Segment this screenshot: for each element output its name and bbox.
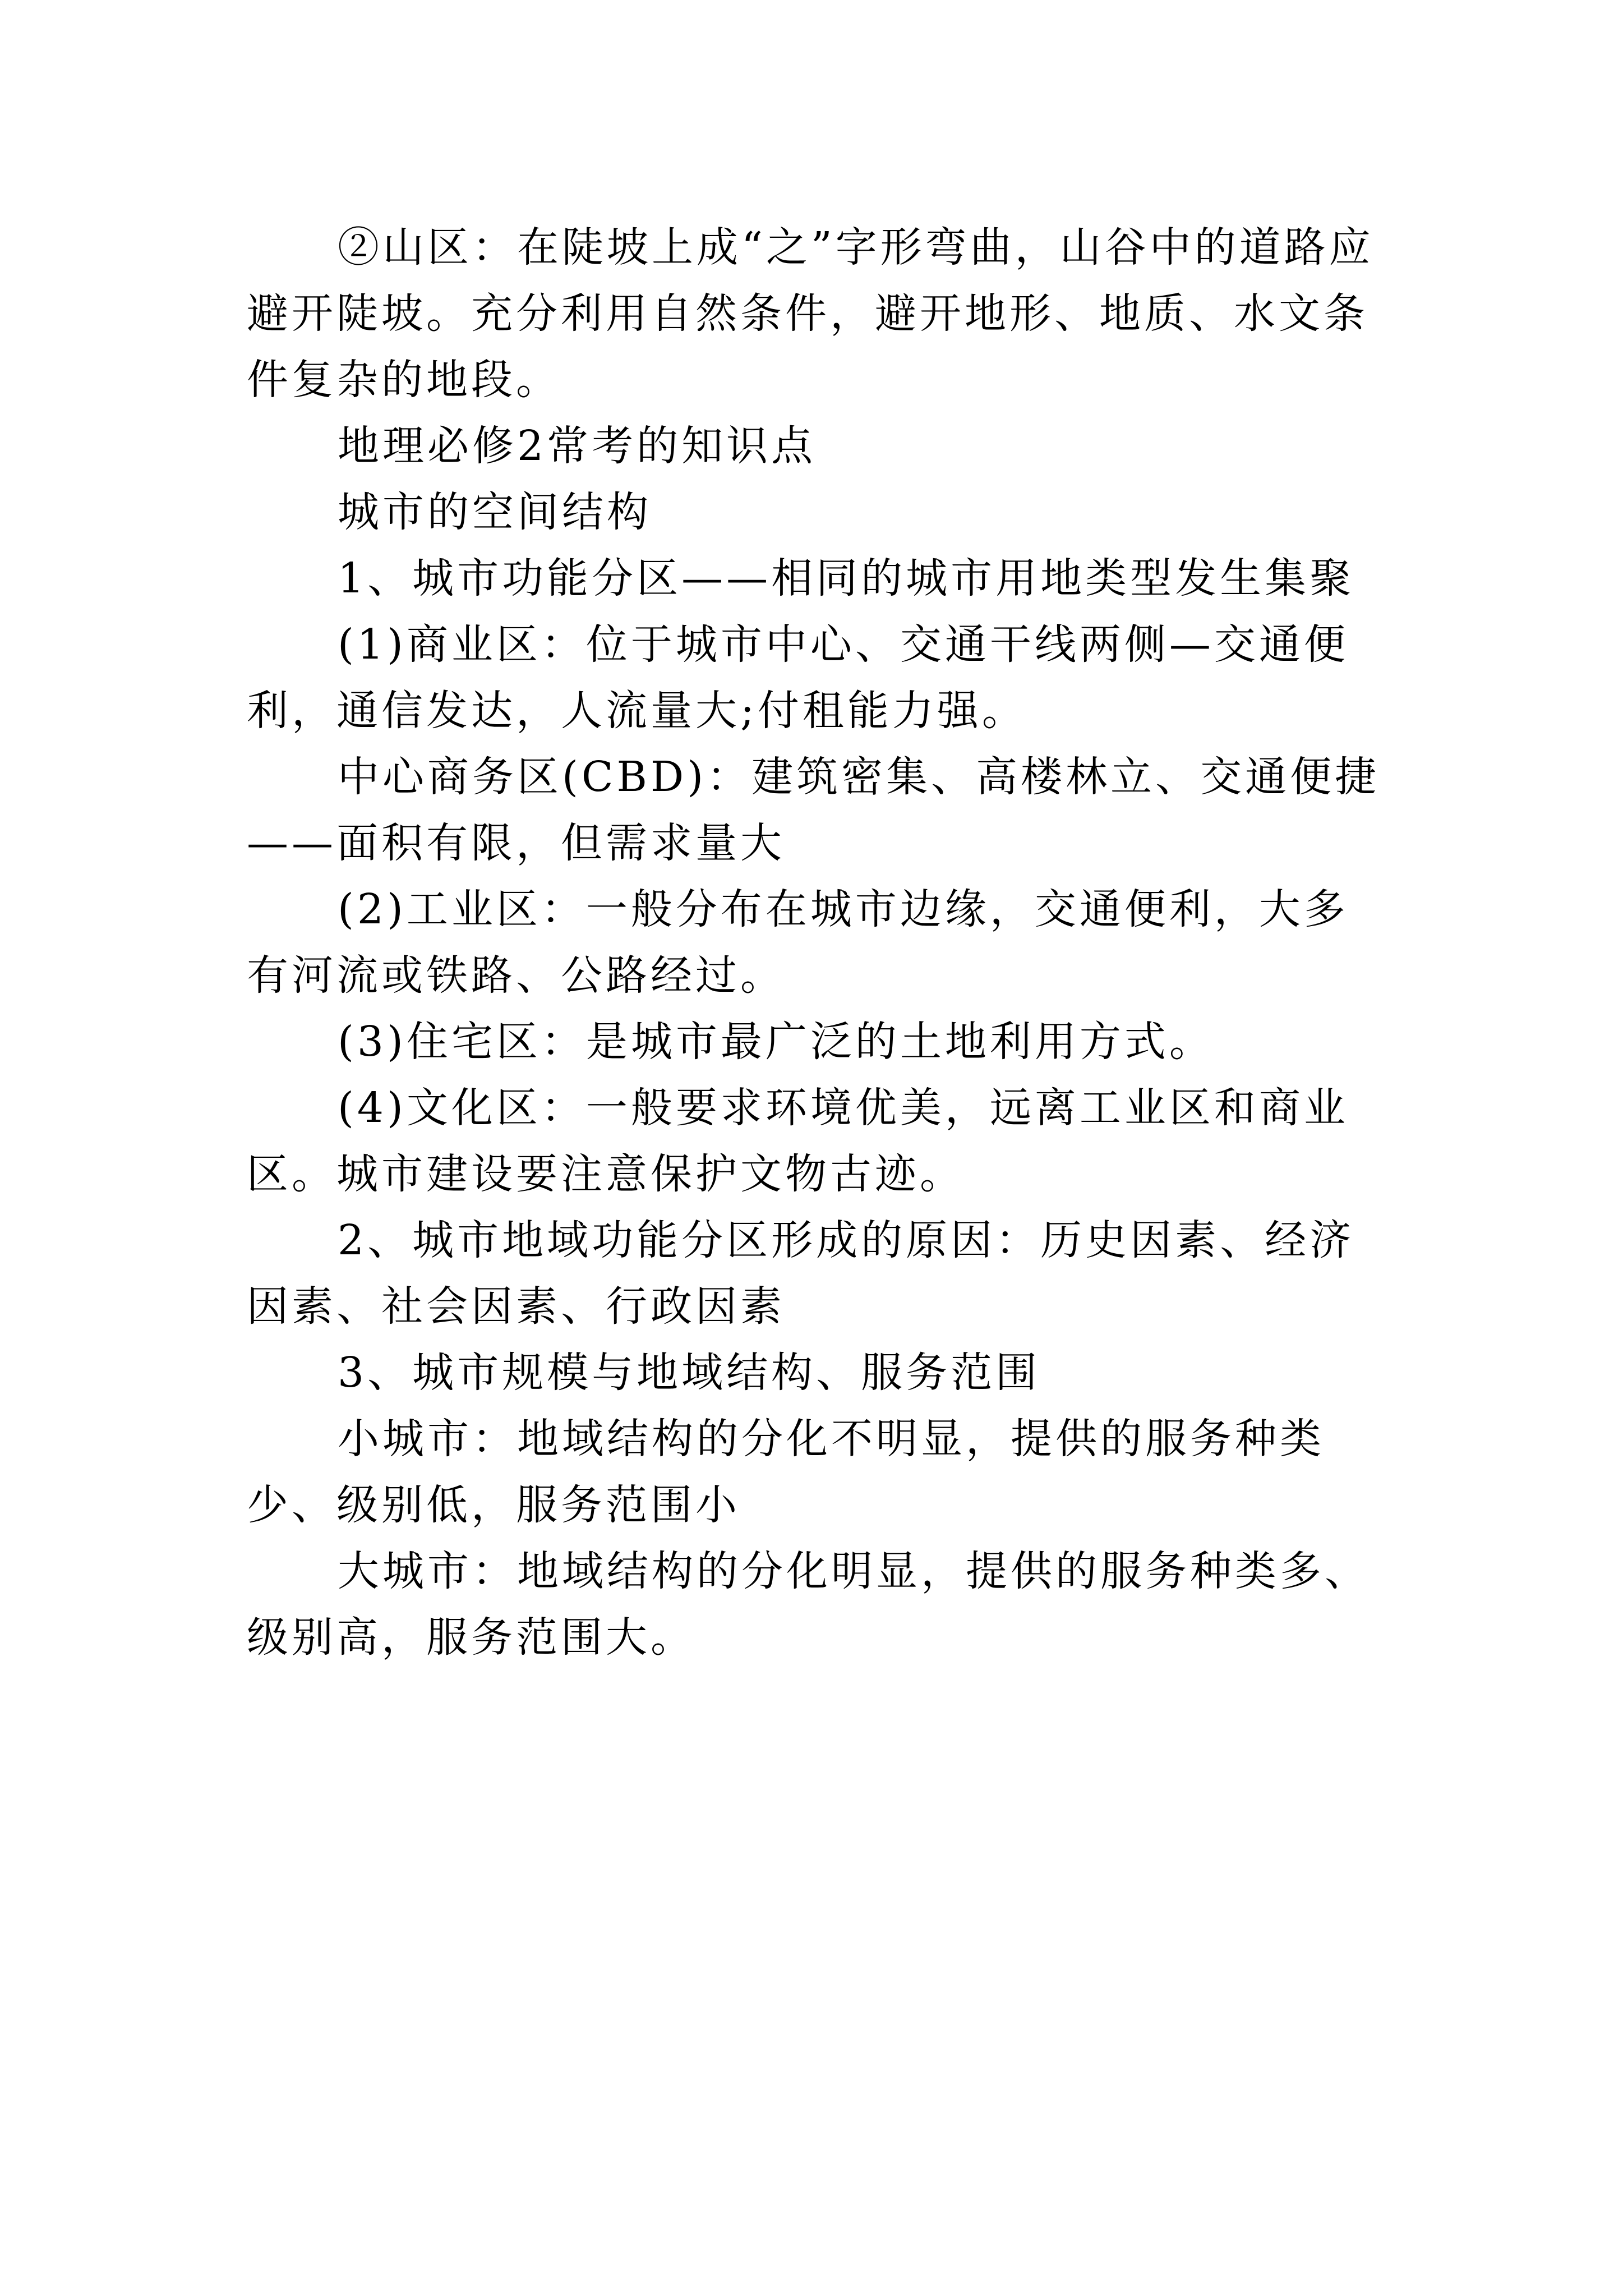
paragraph-commercial-zone: (1)商业区：位于城市中心、交通干线两侧—交通便利，通信发达，人流量大;付租能力强。 xyxy=(247,620,1349,735)
paragraph-residential-zone: (3)住宅区：是城市最广泛的土地利用方式。 xyxy=(338,1018,1214,1066)
paragraph-zone-causes: 2、城市地域功能分区形成的原因：历史因素、经济因素、社会因素、行政因素 xyxy=(247,1216,1355,1331)
paragraph-large-city: 大城市：地域结构的分化明显，提供的服务种类多、级别高，服务范围大。 xyxy=(247,1547,1370,1662)
paragraph-industrial-zone: (2)工业区：一般分布在城市边缘，交通便利，大多有河流或铁路、公路经过。 xyxy=(247,885,1349,1000)
paragraph-mountain-roads: ②山区：在陡坡上成“之”字形弯曲，山谷中的道路应避开陡坡。充分利用自然条件，避开地形、地质、水文条件复杂的地段。 xyxy=(247,223,1374,404)
paragraph-section-heading: 地理必修2常考的知识点 xyxy=(338,422,817,470)
paragraph-city-scale: 3、城市规模与地域结构、服务范围 xyxy=(338,1349,1041,1397)
paragraph-functional-zones: 1、城市功能分区——相同的城市用地类型发生集聚 xyxy=(338,554,1355,602)
paragraph-topic-heading: 城市的空间结构 xyxy=(338,488,652,536)
paragraph-small-city: 小城市：地域结构的分化不明显，提供的服务种类少、级别低，服务范围小 xyxy=(247,1415,1325,1529)
document-body xyxy=(247,214,1391,1671)
paragraph-cbd: 中心商务区(CBD)：建筑密集、高楼林立、交通便捷——面积有限，但需求量大 xyxy=(247,753,1380,867)
paragraph-cultural-zone: (4)文化区：一般要求环境优美，远离工业区和商业区。城市建设要注意保护文物古迹。 xyxy=(247,1084,1349,1198)
